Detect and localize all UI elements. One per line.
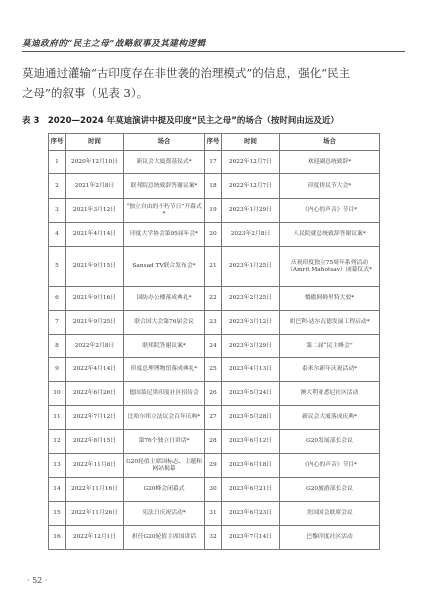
table-cell: 9 bbox=[49, 358, 66, 382]
table-caption: 表 3 2020—2024 年莫迪演讲中提及印度“民主之母”的场合（按时间由远及近） bbox=[22, 116, 339, 126]
table-row bbox=[49, 382, 380, 406]
table-cell: 2023年6月21日 bbox=[222, 478, 280, 502]
column-header: 场合 bbox=[124, 134, 205, 151]
table-cell: 28 bbox=[205, 430, 222, 454]
table-row bbox=[49, 151, 380, 174]
table-cell: 25 bbox=[205, 358, 222, 382]
table-cell: 德国慕尼黑印度社区招待会 bbox=[124, 382, 205, 406]
table-cell: 2022年12月7日 bbox=[222, 151, 280, 174]
table-cell: 印度大学协会第95届年会* bbox=[124, 223, 205, 247]
table-cell: 新议会大厦奠基仪式* bbox=[124, 151, 205, 174]
table-cell: 澳大利亚悉尼社区活动 bbox=[280, 382, 380, 406]
column-header: 场合 bbox=[280, 134, 380, 151]
table-row bbox=[49, 358, 380, 382]
table-cell: 19 bbox=[205, 199, 222, 223]
table-cell: 2023年6月18日 bbox=[222, 454, 280, 478]
table-row bbox=[49, 247, 380, 287]
table-row bbox=[49, 526, 380, 550]
table-cell: 巴黎印度社区活动 bbox=[280, 526, 380, 550]
table-row bbox=[49, 454, 380, 478]
table-cell: 2022年6月26日 bbox=[66, 382, 124, 406]
table-cell: 2022年8月15日 bbox=[66, 430, 124, 454]
table-cell: 5 bbox=[49, 247, 66, 287]
running-title: 莫迪政府的“民主之母”战略叙事及其建构逻辑 bbox=[22, 39, 206, 49]
table-cell: 比哈尔邦立法议会百年庆典* bbox=[124, 406, 205, 430]
table-cell: 2021年9月25日 bbox=[66, 311, 124, 335]
table-cell: 2021年3月12日 bbox=[66, 199, 124, 223]
table-cell: 18 bbox=[205, 174, 222, 199]
table-row bbox=[49, 223, 380, 247]
table-cell: 1 bbox=[49, 151, 66, 174]
page-number: · 52 · bbox=[27, 576, 48, 585]
table-cell: 《内心的声音》节目* bbox=[280, 199, 380, 223]
table-cell: 2023年2月8日 bbox=[222, 223, 280, 247]
body-paragraph-line-2: 之母”的叙事（见表 3）。 bbox=[22, 86, 149, 100]
table-cell: Sansad TV联合发布会* bbox=[124, 247, 205, 287]
table-cell: 美国国会联席会议 bbox=[280, 502, 380, 526]
table-cell: 新议会大厦落成庆典* bbox=[280, 406, 380, 430]
table-cell: 担任G20轮值主席国讲话 bbox=[124, 526, 205, 550]
table-cell: 2023年5月24日 bbox=[222, 382, 280, 406]
column-header: 时间 bbox=[222, 134, 280, 151]
table-cell: 《内心的声音》节目* bbox=[280, 454, 380, 478]
table-cell: 13 bbox=[49, 454, 66, 478]
column-header: 序号 bbox=[205, 134, 222, 151]
table-cell: 16 bbox=[49, 526, 66, 550]
table-cell: 4 bbox=[49, 223, 66, 247]
table-cell: 联合国大会第76届会议 bbox=[124, 311, 205, 335]
table-cell: 2022年4月14日 bbox=[66, 358, 124, 382]
table-cell: 2 bbox=[49, 174, 66, 199]
body-paragraph-line-1: 莫迪通过灌输“古印度存在非世袭的治理模式”的信息，强化“民主 bbox=[22, 66, 351, 80]
table-cell: 2022年11月26日 bbox=[66, 502, 124, 526]
table-cell: 2022年2月8日 bbox=[66, 335, 124, 358]
table-header-row bbox=[49, 134, 380, 151]
table-cell: 第二届“民主峰会” bbox=[280, 335, 380, 358]
table-cell: G20发展部长会议 bbox=[280, 430, 380, 454]
table-row bbox=[49, 174, 380, 199]
table-cell: 15 bbox=[49, 502, 66, 526]
table-cell: 2023年1月25日 bbox=[222, 247, 280, 287]
table-cell: 联邦院答谢议案* bbox=[124, 335, 205, 358]
table-cell: 29 bbox=[205, 454, 222, 478]
table-row bbox=[49, 478, 380, 502]
table-cell: 2022年12月1日 bbox=[66, 526, 124, 550]
table-cell: 欢迎副总统致辞* bbox=[280, 151, 380, 174]
table-row bbox=[49, 406, 380, 430]
table-cell: 2021年2月8日 bbox=[66, 174, 124, 199]
table-cell: 联邦院总统致辞答谢议案* bbox=[124, 174, 205, 199]
table-cell: 2023年6月23日 bbox=[222, 502, 280, 526]
column-header: 时间 bbox=[66, 134, 124, 151]
table-cell: G20轮值主席国标志、主题和网站揭幕 bbox=[124, 454, 205, 478]
table-cell: 人民院就总统致辞答谢议案* bbox=[280, 223, 380, 247]
table-cell: 30 bbox=[205, 478, 222, 502]
table-cell: 27 bbox=[205, 406, 222, 430]
table-cell: 23 bbox=[205, 311, 222, 335]
column-header: 序号 bbox=[49, 134, 66, 151]
table-cell: G20旅游部长会议 bbox=[280, 478, 380, 502]
table-cell: 20 bbox=[205, 223, 222, 247]
table-row bbox=[49, 199, 380, 223]
table-cell: 印度侨民节大会* bbox=[280, 174, 380, 199]
table-row bbox=[49, 430, 380, 454]
occasions-table bbox=[48, 133, 380, 550]
table-cell: 12 bbox=[49, 430, 66, 454]
running-header bbox=[0, 0, 427, 54]
table-cell: 2023年3月29日 bbox=[222, 335, 280, 358]
table-row bbox=[49, 502, 380, 526]
table-cell: 11 bbox=[49, 406, 66, 430]
table-cell: 7 bbox=[49, 311, 66, 335]
table-cell: 2022年11月16日 bbox=[66, 478, 124, 502]
table-cell: 8 bbox=[49, 335, 66, 358]
table-cell: 17 bbox=[205, 151, 222, 174]
table-cell: 21 bbox=[205, 247, 222, 287]
table-cell: 2023年2月25日 bbox=[222, 287, 280, 311]
table-cell: 6 bbox=[49, 287, 66, 311]
table-cell: 印度总理博物馆落成典礼* bbox=[124, 358, 205, 382]
table-cell: 2023年3月12日 bbox=[222, 311, 280, 335]
table-cell: 32 bbox=[205, 526, 222, 550]
table-cell: 3 bbox=[49, 199, 66, 223]
table-cell: 2023年6月12日 bbox=[222, 430, 280, 454]
table-cell: 2022年7月12日 bbox=[66, 406, 124, 430]
table-cell: 24 bbox=[205, 335, 222, 358]
table-row bbox=[49, 287, 380, 311]
table-cell: 泰米尔新年庆祝活动* bbox=[280, 358, 380, 382]
table-row bbox=[49, 335, 380, 358]
table-cell: 胡巴利-达尔瓦德发展工程启动* bbox=[280, 311, 380, 335]
header-divider bbox=[22, 51, 405, 52]
table-cell: 2021年9月16日 bbox=[66, 287, 124, 311]
table-cell: 庆祝印度独立75周年系列活动（Amrit Mahotsav）闭幕仪式* bbox=[280, 247, 380, 287]
table-cell: 国防办公楼落成典礼* bbox=[124, 287, 205, 311]
table-cell: “独立自由的不朽节日”开幕式* bbox=[124, 199, 205, 223]
table-cell: 2023年1月29日 bbox=[222, 199, 280, 223]
table-cell: G20峰会闭幕式 bbox=[124, 478, 205, 502]
table-cell: 2021年9月15日 bbox=[66, 247, 124, 287]
table-cell: 第76个独立日讲话* bbox=[124, 430, 205, 454]
table-cell: 10 bbox=[49, 382, 66, 406]
table-cell: 宪法日庆祝活动* bbox=[124, 502, 205, 526]
table-cell: 22 bbox=[205, 287, 222, 311]
table-cell: 2023年4月13日 bbox=[222, 358, 280, 382]
table-cell: 14 bbox=[49, 478, 66, 502]
table-cell: 2020年12月10日 bbox=[66, 151, 124, 174]
table-cell: 2022年12月7日 bbox=[222, 174, 280, 199]
table-cell: 31 bbox=[205, 502, 222, 526]
table-cell: 26 bbox=[205, 382, 222, 406]
table-row bbox=[49, 311, 380, 335]
table-cell: 2023年5月28日 bbox=[222, 406, 280, 430]
table-cell: 2022年11月8日 bbox=[66, 454, 124, 478]
table-cell: 憍傲阿姆里特大驳* bbox=[280, 287, 380, 311]
table-cell: 2023年7月14日 bbox=[222, 526, 280, 550]
table-cell: 2021年4月14日 bbox=[66, 223, 124, 247]
